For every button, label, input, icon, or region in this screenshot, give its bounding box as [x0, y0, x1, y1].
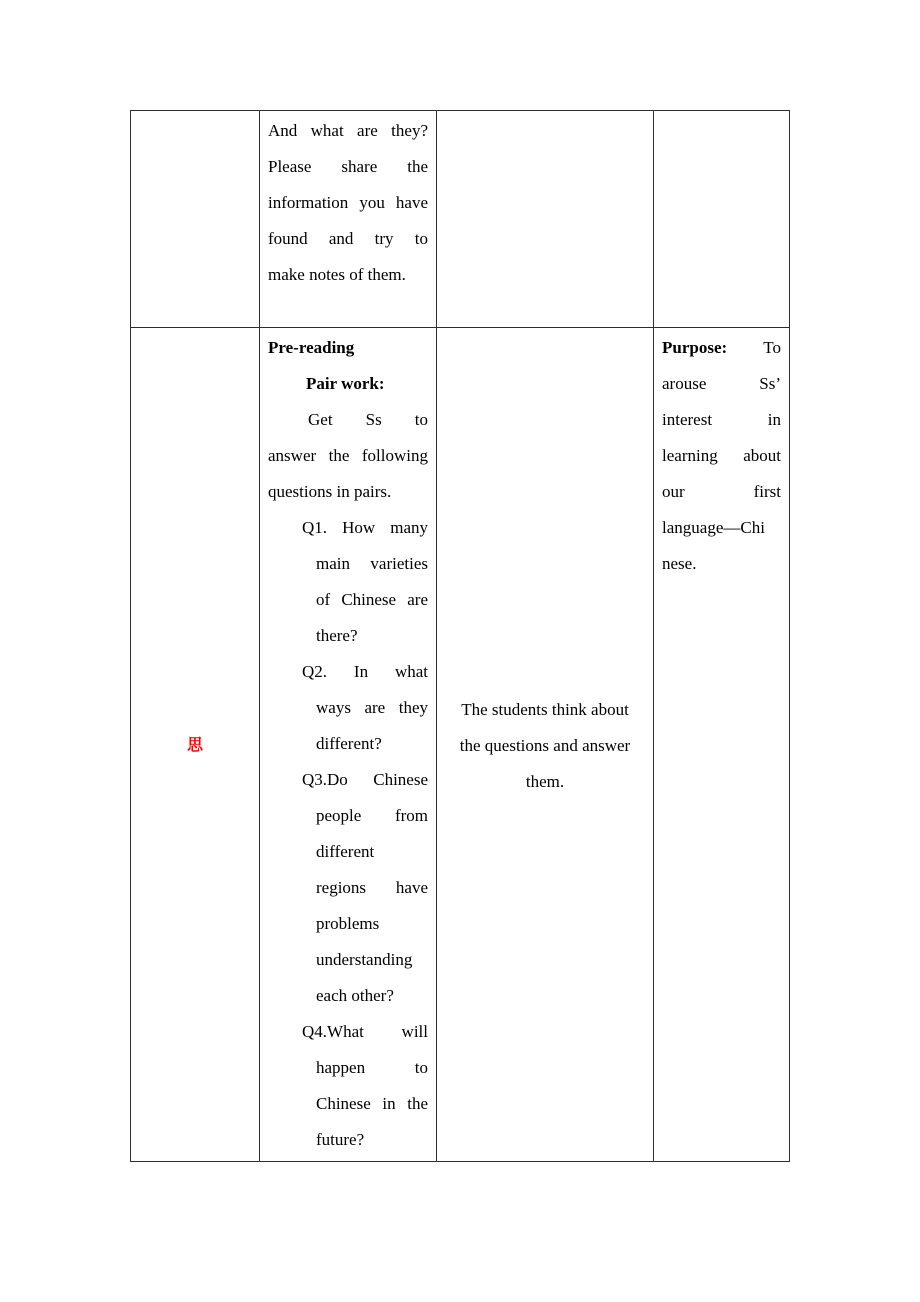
text-line: there?	[316, 626, 358, 645]
text-line: Please share the	[268, 157, 428, 176]
text-line: people from	[316, 806, 428, 825]
text-line: The students think about	[461, 699, 629, 719]
student-activity-cell-row2	[437, 328, 654, 1162]
purpose-label: Purpose:	[662, 338, 728, 357]
question-q2	[268, 654, 428, 762]
text-line: ways are they	[316, 698, 428, 717]
text-line: different	[316, 842, 375, 861]
text-line: questions in pairs.	[268, 482, 392, 501]
student-activity-paragraph	[445, 692, 645, 800]
stage-character: 思	[186, 736, 203, 754]
text-line: problems	[316, 914, 380, 933]
text-line: nese.	[662, 554, 697, 573]
text-line: found and try to	[268, 229, 428, 248]
teacher-activity-cell-row1	[260, 111, 437, 328]
lesson-plan-table	[130, 110, 790, 1162]
text-line: them.	[525, 771, 565, 791]
text-line: our first	[662, 482, 781, 501]
pre-reading-heading: Pre-reading	[268, 338, 355, 357]
text-line: learning about	[662, 446, 781, 465]
text-line: happen to	[316, 1058, 428, 1077]
text-line: language—Chi	[662, 518, 765, 537]
student-activity-cell-row1	[437, 111, 654, 328]
pair-work-subheading: Pair work:	[306, 374, 385, 393]
text-line: Q4.What will	[302, 1022, 428, 1041]
teacher-activity-paragraph	[268, 113, 428, 293]
text-line: make notes of them.	[268, 265, 406, 284]
purpose-paragraph	[662, 366, 781, 582]
stage-cell-row2	[131, 328, 260, 1162]
text-line: Q2. In what	[302, 662, 428, 681]
teacher-activity-cell-row2	[260, 328, 437, 1162]
question-q4	[268, 1014, 428, 1158]
text-line: understanding	[316, 950, 413, 969]
text-line: interest in	[662, 410, 781, 429]
text-line: Chinese in the	[316, 1094, 428, 1113]
text-line: Q1. How many	[302, 518, 428, 537]
text-line: arouse Ss’	[662, 374, 781, 393]
text-line: Q3.Do Chinese	[302, 770, 428, 789]
text-line: different?	[316, 734, 382, 753]
purpose-cell-row2	[654, 328, 790, 1162]
purpose-first-word: To	[763, 338, 781, 357]
table-row	[131, 328, 790, 1162]
text-line: each other?	[316, 986, 394, 1005]
question-q3	[268, 762, 428, 1014]
question-q1	[268, 510, 428, 654]
text-line: main varieties	[316, 554, 428, 573]
purpose-first-line	[662, 330, 781, 366]
text-line: of Chinese are	[316, 590, 428, 609]
stage-cell-row1	[131, 111, 260, 328]
text-line: information you have	[268, 193, 428, 212]
table-row	[131, 111, 790, 328]
intro-paragraph	[268, 402, 428, 510]
text-line: answer the following	[268, 446, 428, 465]
text-line: And what are they?	[268, 121, 428, 140]
purpose-cell-row1	[654, 111, 790, 328]
text-line: the questions and answer	[459, 735, 631, 755]
text-line: regions have	[316, 878, 428, 897]
text-line: Get Ss to	[308, 410, 428, 429]
text-line: future?	[316, 1130, 365, 1149]
